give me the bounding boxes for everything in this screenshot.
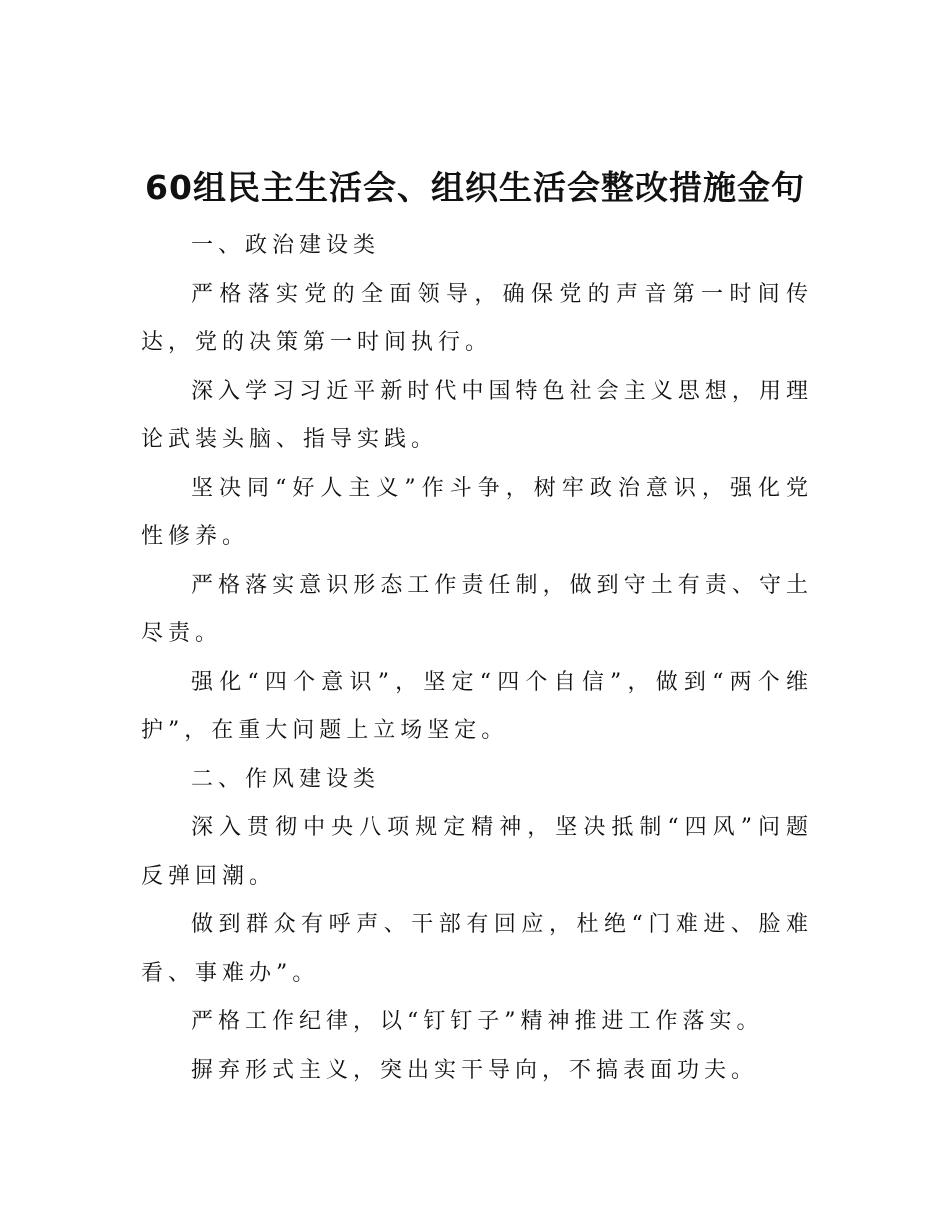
paragraph: 严格落实意识形态工作责任制，做到守土有责、守土尽责。 xyxy=(141,572,813,646)
paragraph: 坚决同“好人主义”作斗争，树牢政治意识，强化党性修养。 xyxy=(141,475,813,549)
paragraph: 强化“四个意识”，坚定“四个自信”，做到“两个维护”，在重大问题上立场坚定。 xyxy=(141,669,813,743)
paragraph: 严格落实党的全面领导，确保党的声音第一时间传达，党的决策第一时间执行。 xyxy=(141,281,813,355)
paragraph: 深入学习习近平新时代中国特色社会主义思想，用理论武装头脑、指导实践。 xyxy=(141,378,813,452)
paragraph: 严格工作纪律，以“钉钉子”精神推进工作落实。 xyxy=(191,1009,764,1034)
section-heading-political: 一、政治建设类 xyxy=(191,233,381,258)
paragraph: 做到群众有呼声、干部有回应，杜绝“门难进、脸难看、事难办”。 xyxy=(141,912,813,986)
document-body xyxy=(141,222,813,1095)
paragraph: 摒弃形式主义，突出实干导向，不搞表面功夫。 xyxy=(191,1057,759,1083)
document-title: 60组民主生活会、组织生活会整改措施金句 xyxy=(145,168,805,207)
section-heading-work-style: 二、作风建设类 xyxy=(191,766,381,792)
paragraph: 深入贯彻中央八项规定精神，坚决抵制“四风”问题反弹回潮。 xyxy=(141,815,813,889)
